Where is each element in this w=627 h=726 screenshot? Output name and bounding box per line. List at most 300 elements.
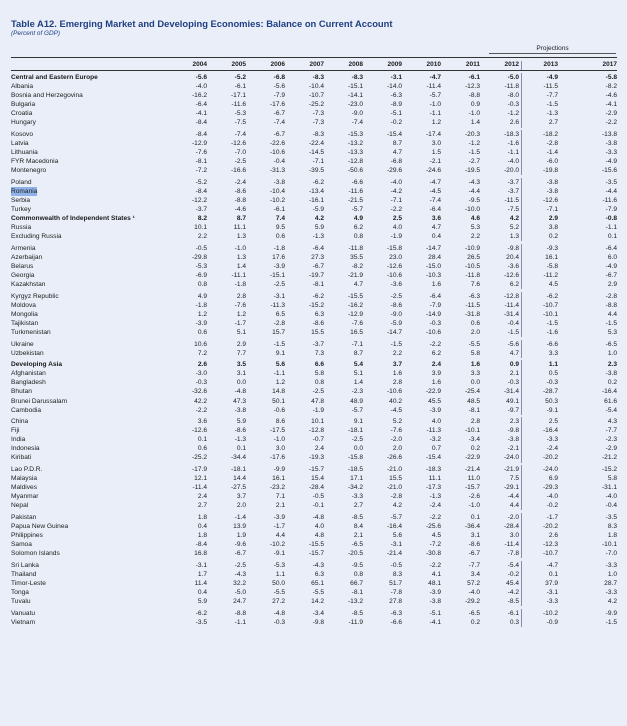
projection-separator — [521, 522, 522, 531]
table-cell: 40.2 — [389, 397, 402, 405]
table-cell: -29.6 — [386, 167, 402, 175]
projection-separator — [521, 340, 522, 349]
table-cell: 0.5 — [548, 370, 558, 378]
table-cell: -17.9 — [191, 465, 207, 473]
row-label: Tuvalu — [11, 598, 31, 606]
projection-separator — [521, 91, 522, 100]
table-cell: -1.5 — [273, 340, 285, 348]
table-cell: 2.9 — [607, 281, 617, 289]
table-cell: 3.3 — [548, 349, 558, 357]
table-cell: -10.2 — [542, 609, 558, 617]
table-cell: -0.4 — [273, 158, 285, 166]
table-cell: -1.9 — [312, 406, 324, 414]
table-cell: 5.8 — [470, 349, 480, 357]
table-cell: -5.4 — [605, 406, 617, 414]
table-cell: -4.4 — [468, 187, 480, 195]
table-cell: -16.4 — [386, 522, 402, 530]
table-cell: -1.5 — [507, 329, 519, 337]
table-cell: -21.5 — [347, 197, 363, 204]
table-cell: 2.0 — [236, 502, 246, 510]
table-cell: -4.5 — [429, 187, 441, 195]
table-cell: -5.9 — [312, 206, 324, 214]
table-cell: -2.4 — [546, 445, 558, 453]
projection-separator — [521, 223, 522, 232]
table-row — [11, 253, 617, 262]
table-cell: -6.3 — [390, 609, 402, 617]
table-cell: -7.6 — [195, 149, 207, 157]
table-cell: -3.5 — [195, 618, 207, 626]
table-cell: 1.7 — [197, 570, 207, 578]
table-cell: -3.4 — [468, 436, 480, 444]
table-cell: 26.5 — [467, 253, 480, 261]
table-cell: -9.7 — [507, 406, 519, 414]
table-cell: 2.4 — [431, 361, 441, 369]
table-cell: 4.7 — [392, 149, 402, 157]
table-cell: 7.7 — [236, 349, 246, 357]
table-body — [11, 73, 617, 627]
table-cell: -8.6 — [390, 301, 402, 309]
projection-separator — [521, 435, 522, 444]
table-cell: -10.1 — [542, 310, 558, 318]
table-cell: 8.3 — [607, 522, 617, 530]
table-cell: 5.2 — [392, 418, 402, 426]
projection-separator — [521, 148, 522, 157]
table-cell: 0.6 — [197, 445, 207, 453]
row-label: Maldives — [11, 484, 38, 492]
row-label: Nepal — [11, 502, 29, 510]
table-cell: 3.6 — [197, 418, 207, 426]
projection-separator — [521, 588, 522, 597]
table-cell: -7.5 — [234, 119, 246, 127]
table-cell: 2.8 — [236, 292, 246, 300]
projection-separator — [521, 205, 522, 214]
table-cell: -5.7 — [351, 206, 363, 214]
table-cell: -34.2 — [347, 484, 363, 492]
table-cell: -10.6 — [425, 329, 441, 337]
table-cell: 4.7 — [431, 224, 441, 232]
table-cell: -3.5 — [605, 178, 617, 186]
table-cell: -3.6 — [507, 263, 519, 271]
table-row — [11, 148, 617, 157]
table-cell: -15.4 — [386, 130, 402, 138]
table-cell: -3.5 — [605, 513, 617, 521]
table-cell: -0.2 — [546, 502, 558, 510]
projection-separator — [521, 453, 522, 462]
row-label: Kyrgyz Republic — [11, 292, 59, 300]
table-cell: -21.2 — [601, 454, 617, 462]
table-cell: -12.6 — [542, 197, 558, 204]
table-cell: -36.4 — [464, 522, 480, 530]
table-cell: -7.1 — [312, 158, 324, 166]
table-cell: -1.1 — [507, 149, 519, 157]
table-cell: -17.3 — [425, 484, 441, 492]
projection-separator — [521, 73, 522, 82]
table-cell: -4.8 — [312, 513, 324, 521]
table-cell: -9.9 — [273, 465, 285, 473]
table-cell: 47.8 — [311, 397, 324, 405]
table-cell: -8.1 — [351, 588, 363, 596]
table-cell: 6.9 — [548, 475, 558, 483]
table-cell: 3.3 — [470, 370, 480, 378]
table-row — [11, 244, 617, 253]
table-cell: 1.2 — [236, 310, 246, 318]
table-row — [11, 360, 617, 369]
row-label: Bangladesh — [11, 379, 46, 387]
table-cell: -8.5 — [507, 598, 519, 606]
table-cell: -11.2 — [543, 272, 558, 280]
table-cell: -6.6 — [390, 618, 402, 626]
table-row — [11, 618, 617, 627]
table-cell: -5.5 — [312, 588, 324, 596]
table-cell: -9.5 — [351, 561, 363, 569]
table-cell: -3.6 — [390, 281, 402, 289]
table-cell: -6.1 — [234, 83, 246, 91]
table-cell: -15.5 — [347, 292, 363, 300]
table-cell: -7.7 — [605, 427, 617, 435]
table-cell: -6.1 — [507, 609, 519, 617]
table-cell: 8.3 — [392, 570, 402, 578]
table-cell: -6.7 — [468, 550, 480, 558]
table-cell: -15.7 — [308, 465, 324, 473]
table-cell: -4.3 — [312, 561, 324, 569]
row-label: Latvia — [11, 140, 29, 148]
table-cell: -2.5 — [351, 436, 363, 444]
table-cell: 3.0 — [509, 532, 519, 540]
table-row — [11, 310, 617, 319]
table-cell: -11.4 — [426, 83, 441, 91]
projection-separator — [521, 492, 522, 501]
table-cell: -5.3 — [234, 110, 246, 118]
year-header: 2005 — [231, 61, 246, 68]
table-cell: -2.3 — [605, 436, 617, 444]
table-cell: -5.7 — [390, 513, 402, 521]
table-cell: -7.8 — [390, 588, 402, 596]
table-cell: 1.8 — [197, 532, 207, 540]
table-cell: 23.0 — [389, 253, 402, 261]
projections-label: Projections — [536, 45, 569, 52]
table-cell: -2.2 — [195, 406, 207, 414]
table-cell: 2.6 — [548, 532, 558, 540]
projection-separator — [521, 360, 522, 369]
table-cell: 7.6 — [470, 281, 480, 289]
table-cell: -14.7 — [425, 244, 441, 252]
table-cell: 0.1 — [548, 570, 558, 578]
table-cell: -15.6 — [601, 167, 617, 175]
table-row — [11, 453, 617, 462]
table-cell: -16.4 — [601, 388, 617, 396]
table-cell: 9.5 — [275, 224, 285, 232]
table-cell: 6.2 — [353, 224, 363, 232]
table-cell: -9.6 — [234, 541, 246, 549]
table-cell: 32.2 — [233, 579, 246, 587]
table-cell: -1.3 — [546, 110, 558, 118]
table-cell: -10.2 — [269, 197, 285, 204]
projection-separator — [521, 618, 522, 627]
row-label: Azerbaijan — [11, 253, 43, 261]
table-cell: -4.7 — [429, 74, 441, 81]
table-cell: 7.4 — [275, 215, 285, 223]
row-label: Kazakhstan — [11, 281, 46, 289]
table-cell: -9.0 — [390, 310, 402, 318]
table-cell: -4.0 — [195, 83, 207, 91]
table-cell: -5.5 — [273, 588, 285, 596]
table-cell: 12.1 — [194, 475, 207, 483]
table-cell: 2.9 — [236, 340, 246, 348]
table-cell: -15.5 — [308, 541, 324, 549]
table-cell: 0.8 — [353, 233, 363, 241]
row-label: Kosovo — [11, 130, 33, 138]
table-cell: -4.1 — [195, 110, 207, 118]
table-cell: 5.6 — [275, 361, 285, 369]
row-label: Solomon Islands — [11, 550, 60, 558]
row-label: Afghanistan — [11, 370, 46, 378]
table-cell: -0.1 — [312, 502, 324, 510]
table-cell: 4.7 — [353, 281, 363, 289]
projection-separator — [521, 570, 522, 579]
table-cell: -2.7 — [468, 158, 480, 166]
table-cell: 2.0 — [392, 445, 402, 453]
table-cell: -6.5 — [605, 340, 617, 348]
table-cell: -6.2 — [312, 178, 324, 186]
table-cell: -8.1 — [468, 406, 480, 414]
table-row — [11, 130, 617, 139]
table-cell: -11.8 — [465, 272, 480, 280]
table-cell: 2.1 — [275, 502, 285, 510]
table-row — [11, 417, 617, 426]
table-cell: -6.1 — [273, 206, 285, 214]
year-header: 2011 — [465, 61, 480, 68]
table-cell: 57.2 — [467, 579, 480, 587]
table-cell: -6.2 — [546, 292, 558, 300]
table-cell: -1.1 — [234, 618, 246, 626]
table-cell: -3.9 — [429, 406, 441, 414]
table-cell: 2.3 — [607, 361, 617, 369]
table-cell: -8.1 — [312, 281, 324, 289]
table-cell: 4.8 — [314, 532, 324, 540]
table-cell: -39.5 — [308, 167, 324, 175]
table-cell: 0.7 — [431, 445, 441, 453]
table-cell: -18.1 — [347, 427, 363, 435]
table-cell: -8.8 — [468, 92, 480, 100]
table-cell: -1.8 — [195, 301, 207, 309]
table-cell: -3.7 — [507, 178, 519, 186]
table-cell: -4.9 — [605, 158, 617, 166]
title-block — [11, 18, 393, 37]
table-cell: 1.3 — [509, 233, 519, 241]
table-cell: -2.2 — [390, 206, 402, 214]
projection-separator — [521, 609, 522, 618]
projection-separator — [521, 406, 522, 415]
table-cell: -11.4 — [192, 484, 207, 492]
table-cell: -4.5 — [390, 406, 402, 414]
table-cell: -6.7 — [234, 550, 246, 558]
header-rule — [11, 70, 617, 71]
row-label: Moldova — [11, 301, 36, 309]
table-cell: 3.5 — [236, 361, 246, 369]
table-cell: 1.6 — [470, 361, 480, 369]
table-cell: -20.2 — [542, 522, 558, 530]
table-cell: 24.7 — [233, 598, 246, 606]
table-cell: -12.8 — [347, 158, 363, 166]
table-cell: -7.4 — [351, 119, 363, 127]
table-cell: 6.2 — [509, 281, 519, 289]
table-cell: -1.5 — [546, 101, 558, 109]
projection-separator — [521, 61, 522, 70]
table-cell: 2.9 — [548, 215, 558, 223]
table-cell: 27.3 — [311, 253, 324, 261]
table-cell: -8.4 — [195, 541, 207, 549]
table-cell: -6.5 — [351, 541, 363, 549]
table-cell: -5.9 — [390, 320, 402, 327]
row-label: Ukraine — [11, 340, 34, 348]
table-cell: 2.6 — [509, 119, 519, 127]
table-cell: 5.4 — [353, 361, 363, 369]
table-cell: -2.4 — [429, 502, 441, 510]
table-cell: 5.9 — [314, 224, 324, 232]
table-row — [11, 73, 617, 82]
table-cell: 4.7 — [509, 349, 519, 357]
table-cell: -7.9 — [273, 92, 285, 100]
table-cell: -2.5 — [273, 281, 285, 289]
table-cell: -9.8 — [507, 427, 519, 435]
row-label: Lithuania — [11, 149, 38, 157]
table-cell: -10.7 — [542, 301, 558, 309]
table-cell: 10.6 — [194, 340, 207, 348]
table-row — [11, 570, 617, 579]
table-cell: -1.1 — [605, 224, 617, 232]
table-row — [11, 196, 617, 205]
table-row — [11, 540, 617, 549]
projection-separator — [521, 483, 522, 492]
table-cell: -34.4 — [230, 454, 246, 462]
table-cell: -8.8 — [234, 609, 246, 617]
projection-separator — [521, 474, 522, 483]
table-cell: -1.3 — [234, 436, 246, 444]
table-cell: -3.3 — [605, 588, 617, 596]
table-cell: -7.9 — [605, 206, 617, 214]
table-cell: -5.3 — [273, 561, 285, 569]
row-label: Central and Eastern Europe — [11, 74, 98, 81]
table-cell: -28.4 — [503, 522, 519, 530]
table-cell: 15.5 — [311, 329, 324, 337]
table-cell: -8.3 — [312, 130, 324, 138]
row-label: Samoa — [11, 541, 32, 549]
table-cell: -7.1 — [546, 206, 558, 214]
table-cell: 1.2 — [275, 379, 285, 387]
table-cell: -15.2 — [601, 465, 617, 473]
table-cell: 2.1 — [353, 532, 363, 540]
table-row — [11, 444, 617, 453]
table-row — [11, 465, 617, 474]
table-cell: 4.0 — [431, 418, 441, 426]
table-cell: 6.3 — [314, 310, 324, 318]
table-cell: -1.0 — [429, 101, 441, 109]
table-cell: -1.3 — [429, 493, 441, 501]
table-cell: -23.0 — [347, 101, 363, 109]
table-cell: -6.2 — [195, 609, 207, 617]
table-cell: 9.1 — [275, 349, 285, 357]
table-cell: 0.1 — [470, 513, 480, 521]
table-cell: -8.2 — [605, 83, 617, 91]
table-cell: -8.1 — [195, 158, 207, 166]
table-cell: -0.2 — [390, 119, 402, 127]
table-cell: -11.5 — [504, 197, 519, 204]
table-row — [11, 531, 617, 540]
table-cell: -1.6 — [546, 329, 558, 337]
table-cell: 48.1 — [428, 579, 441, 587]
table-cell: -7.7 — [468, 561, 480, 569]
table-cell: 14.4 — [233, 475, 246, 483]
table-cell: -6.7 — [312, 263, 324, 271]
projection-separator — [521, 426, 522, 435]
table-cell: -29.8 — [191, 253, 207, 261]
table-cell: 1.1 — [275, 570, 285, 578]
table-row — [11, 301, 617, 310]
projection-separator — [521, 349, 522, 358]
table-cell: -7.7 — [546, 92, 558, 100]
table-row — [11, 474, 617, 483]
row-label: Bulgaria — [11, 101, 36, 109]
table-cell: -29.1 — [503, 484, 519, 492]
table-cell: -2.1 — [507, 445, 519, 453]
table-cell: -17.4 — [425, 130, 441, 138]
table-cell: -12.6 — [386, 263, 402, 271]
table-cell: -0.5 — [390, 561, 402, 569]
table-cell: 1.4 — [353, 379, 363, 387]
table-cell: -0.8 — [605, 215, 617, 223]
table-cell: -3.7 — [195, 206, 207, 214]
table-cell: 7.3 — [314, 349, 324, 357]
table-cell: 2.1 — [509, 370, 519, 378]
row-label: Vietnam — [11, 618, 36, 626]
table-cell: 35.5 — [350, 253, 363, 261]
table-cell: -4.0 — [468, 588, 480, 596]
table-row — [11, 378, 617, 387]
table-cell: -25.6 — [425, 522, 441, 530]
table-cell: -7.8 — [507, 550, 519, 558]
row-label: Vanuatu — [11, 609, 36, 617]
table-cell: -3.9 — [273, 513, 285, 521]
year-header: 2010 — [426, 61, 441, 68]
table-cell: 3.7 — [392, 361, 402, 369]
table-cell: 8.6 — [275, 418, 285, 426]
table-cell: -4.4 — [507, 493, 519, 501]
table-cell: -10.9 — [464, 244, 480, 252]
table-cell: -19.8 — [542, 167, 558, 175]
table-cell: -10.7 — [308, 92, 324, 100]
table-cell: -31.8 — [464, 310, 480, 318]
table-cell: -3.3 — [546, 598, 558, 606]
table-cell: -8.6 — [234, 187, 246, 195]
table-cell: 16.1 — [545, 253, 558, 261]
table-cell: -4.6 — [234, 206, 246, 214]
table-cell: -1.9 — [390, 233, 402, 241]
table-cell: -2.8 — [605, 292, 617, 300]
table-cell: -7.2 — [429, 541, 441, 549]
table-cell: -21.9 — [347, 272, 363, 280]
table-cell: -4.8 — [273, 609, 285, 617]
row-label: Brunei Darussalam — [11, 397, 68, 405]
table-cell: -14.0 — [386, 83, 402, 91]
table-cell: -5.6 — [195, 74, 207, 81]
table-cell: -6.4 — [312, 244, 324, 252]
projection-separator — [521, 310, 522, 319]
table-cell: -0.5 — [312, 493, 324, 501]
table-cell: 4.3 — [607, 418, 617, 426]
table-cell: 16.1 — [272, 475, 285, 483]
table-cell: -10.2 — [269, 541, 285, 549]
table-cell: 2.2 — [392, 349, 402, 357]
